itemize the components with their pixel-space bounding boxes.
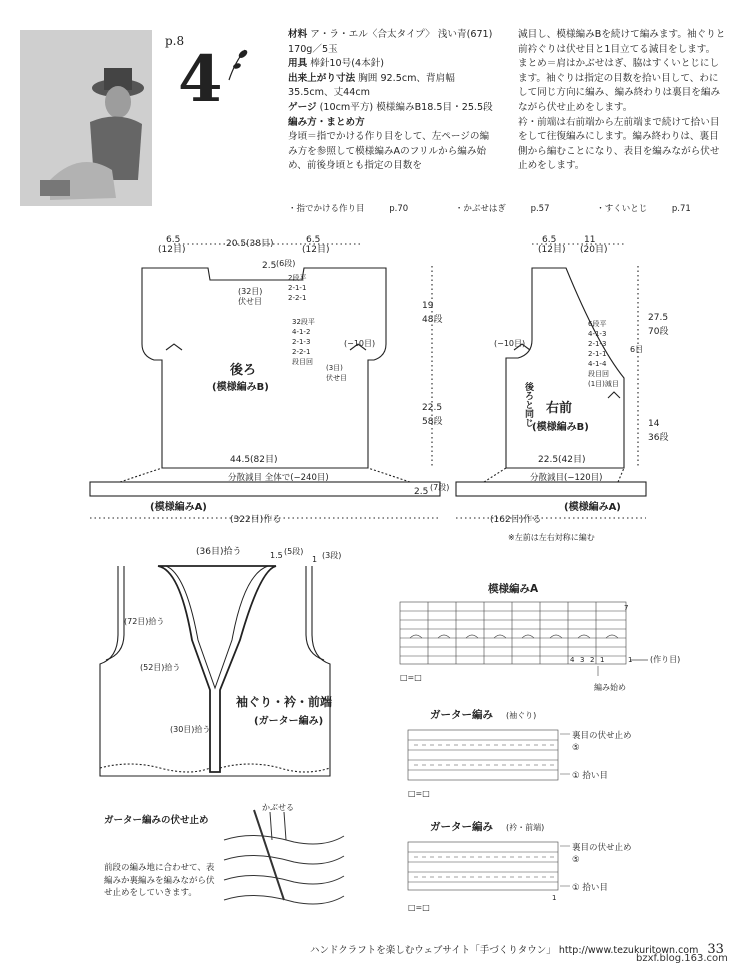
garter-armhole-chart (400, 706, 700, 802)
svg-text:□=□: □=□ (408, 789, 430, 798)
svg-text:(72目)拾う: (72目)拾う (124, 617, 165, 626)
svg-text:① 拾い目: ① 拾い目 (572, 771, 608, 781)
svg-text:4-1-2: 4-1-2 (292, 328, 311, 336)
svg-text:袖ぐり・衿・前端: 袖ぐり・衿・前端 (236, 695, 333, 709)
svg-text:(1目)減目: (1目)減目 (588, 380, 619, 388)
pattern-a-chart (392, 578, 692, 696)
svg-text:2段平: 2段平 (288, 274, 307, 282)
svg-text:(模様編みA): (模様編みA) (150, 502, 207, 513)
svg-text:1: 1 (552, 894, 557, 902)
svg-text:6段平: 6段平 (588, 320, 607, 328)
page-number: 33 (707, 942, 724, 957)
method-text-1: 身頃＝指でかける作り目をして、左ページの編み方を参照して模様編みAのフリルから編み始め、前後身頃とも指定の目数を (288, 131, 490, 172)
instructions-col-1 (288, 28, 496, 174)
method-label: 編み方・まとめ方 (288, 116, 365, 128)
svg-text:(162目)作る: (162目)作る (490, 515, 542, 525)
svg-text:(5段): (5段) (284, 547, 304, 556)
svg-text:4-1-3: 4-1-3 (588, 330, 607, 338)
svg-text:かぶせる: かぶせる (262, 803, 294, 812)
svg-text:2-2-1: 2-2-1 (288, 294, 307, 302)
model-photo-illustration (20, 30, 152, 206)
svg-text:(3目): (3目) (326, 364, 343, 372)
svg-text:右前: 右前 (546, 401, 573, 416)
size-text: 胸囲 92.5cm、背肩幅 35.5cm、丈44cm (288, 72, 455, 99)
svg-text:2-1-3: 2-1-3 (292, 338, 311, 346)
svg-text:(6段): (6段) (276, 259, 296, 268)
svg-text:□=□: □=□ (408, 903, 430, 912)
footer-url[interactable]: http://www.tezukuritown.com (558, 945, 699, 956)
svg-text:※左前は左右対称に編む: ※左前は左右対称に編む (508, 533, 595, 542)
svg-text:4-1-4: 4-1-4 (588, 360, 607, 368)
svg-text:(36目)拾う: (36目)拾う (196, 547, 242, 557)
svg-text:段目回: 段目回 (292, 358, 313, 366)
svg-text:2-1-1: 2-1-1 (588, 350, 607, 358)
svg-text:14: 14 (648, 419, 660, 429)
svg-text:(32目): (32目) (238, 287, 263, 296)
svg-text:(模様編みB): (模様編みB) (212, 382, 269, 393)
technique-references (288, 202, 738, 214)
svg-text:ガーター編み: ガーター編み (430, 821, 493, 833)
svg-text:⑤: ⑤ (572, 855, 580, 865)
svg-text:2.5: 2.5 (262, 261, 277, 271)
svg-text:58段: 58段 (422, 417, 443, 427)
svg-text:6目: 6目 (630, 345, 644, 354)
materials-label: 材料 (288, 29, 308, 40)
svg-text:3: 3 (580, 656, 585, 664)
svg-text:(−10目): (−10目) (344, 339, 376, 348)
svg-text:(12目): (12目) (302, 245, 330, 255)
svg-text:44.5(82目): 44.5(82目) (230, 455, 278, 465)
svg-text:1: 1 (312, 555, 318, 564)
svg-text:編み始め: 編み始め (594, 683, 626, 692)
method-text-4: 衿・前端は右前端から左前端まで続けて拾い目をして往復編みにします。編み終わりは、裏目側から編むことになり、表目を編みながら伏せ止めをします。 (518, 116, 720, 172)
svg-text:2-1-1: 2-1-1 (288, 284, 307, 292)
svg-text:(3段): (3段) (322, 551, 342, 560)
svg-text:6.5: 6.5 (542, 235, 557, 245)
svg-text:6.5: 6.5 (166, 235, 181, 245)
back-diagram (80, 226, 460, 526)
svg-text:48段: 48段 (422, 315, 443, 325)
tools-text: 棒針10号(4本針) (310, 58, 385, 70)
svg-text:(12目): (12目) (158, 245, 186, 255)
svg-text:36段: 36段 (648, 433, 669, 443)
model-photo (20, 30, 152, 206)
svg-text:22.5: 22.5 (422, 403, 443, 413)
svg-text:裏目の伏せ止め: 裏目の伏せ止め (572, 731, 632, 741)
svg-text:7: 7 (624, 604, 629, 612)
armhole-collar-diagram (90, 540, 390, 800)
size-label: 出来上がり寸法 (288, 72, 356, 84)
svg-text:(7段): (7段) (430, 483, 450, 492)
svg-text:27.5: 27.5 (648, 313, 669, 323)
ref-item: ・かぶせはぎ p.57 (454, 204, 550, 214)
svg-text:(52目)拾う: (52目)拾う (140, 663, 181, 672)
svg-text:(袖ぐり): (袖ぐり) (506, 711, 537, 720)
svg-text:伏せ目: 伏せ目 (238, 297, 262, 306)
right-front-diagram (448, 226, 674, 546)
svg-text:段目回: 段目回 (588, 370, 609, 378)
leaf-ornament (225, 44, 251, 84)
blog-watermark: bzxf.blog.163.com (636, 953, 728, 964)
svg-text:4: 4 (570, 656, 575, 664)
svg-text:2-2-1: 2-2-1 (292, 348, 311, 356)
svg-text:1: 1 (600, 656, 605, 664)
svg-text:6.5: 6.5 (306, 235, 321, 245)
garter-bind-illustration (214, 800, 354, 910)
svg-text:22.5(42目): 22.5(42目) (538, 455, 586, 465)
svg-text:1: 1 (628, 656, 633, 664)
svg-text:後ろと同じ: 後ろと同じ (523, 382, 533, 427)
instructions-col-2 (518, 28, 728, 174)
svg-text:2-1-3: 2-1-3 (588, 340, 607, 348)
gauge-text: (10cm平方) 模様編みB18.5目・25.5段 (319, 101, 493, 113)
svg-text:① 拾い目: ① 拾い目 (572, 883, 608, 893)
garter-front-chart (400, 818, 700, 918)
method-text-2: 減目し、模様編みBを続けて編みます。袖ぐりと前衿ぐりは伏せ目と1目立てる減目をします。 (518, 29, 726, 55)
svg-text:後ろ: 後ろ (230, 363, 257, 378)
svg-text:2: 2 (590, 656, 595, 664)
tools-label: 用具 (288, 58, 308, 70)
svg-text:(30目)拾う: (30目)拾う (170, 725, 211, 734)
svg-text:11: 11 (584, 235, 596, 245)
svg-text:⑤: ⑤ (572, 743, 580, 753)
method-text-3: まとめ＝肩はかぶせはぎ、脇はすくいとじにします。袖ぐりは指定の目数を拾い目して、わにして同じ方向に編み、編み終わりは裏目を編みながら伏せ止めをします。 (518, 58, 721, 113)
gauge-label: ゲージ (288, 101, 317, 113)
svg-text:(衿・前端): (衿・前端) (506, 823, 545, 832)
svg-text:裏目の伏せ止め: 裏目の伏せ止め (572, 843, 632, 853)
footer-site: ハンドクラフトを楽しむウェブサイト「手づくりタウン」 (310, 945, 556, 956)
svg-text:1.5: 1.5 (270, 551, 283, 560)
svg-text:□=□: □=□ (400, 673, 422, 682)
svg-text:(ガーター編み): (ガーター編み) (254, 716, 324, 727)
ref-item: ・すくいとじ p.71 (596, 204, 691, 214)
svg-text:(322目)作る: (322目)作る (230, 515, 282, 525)
svg-text:(12目): (12目) (538, 245, 566, 255)
svg-text:模様編みA: 模様編みA (488, 583, 539, 595)
svg-text:(作り目): (作り目) (650, 655, 681, 664)
svg-text:伏せ目: 伏せ目 (326, 374, 347, 382)
svg-text:70段: 70段 (648, 327, 669, 337)
svg-text:(模様編みA): (模様編みA) (564, 502, 621, 513)
pattern-number: 4 (178, 42, 223, 117)
svg-text:(20目): (20目) (580, 245, 608, 255)
svg-text:(模様編みB): (模様編みB) (532, 422, 589, 433)
svg-text:分散減目 全体で(−240目): 分散減目 全体で(−240目) (228, 473, 329, 483)
garter-bind-desc: 前段の編み地に合わせて、表編みか裏編みを編みながら伏せ止めをしていきます。 (104, 863, 215, 898)
garter-bind-title: ガーター編みの伏せ止め (104, 815, 209, 826)
svg-text:(−10目): (−10目) (494, 339, 526, 348)
svg-text:ガーター編み: ガーター編み (430, 709, 493, 721)
ref-item: ・指でかける作り目 p.70 (288, 204, 409, 214)
svg-text:19: 19 (422, 301, 434, 311)
svg-text:32段平: 32段平 (292, 318, 315, 326)
svg-text:分散減目(−120目): 分散減目(−120目) (530, 473, 603, 483)
page-reference: p.8 (165, 34, 185, 48)
materials-text: ア・ラ・エル〈合太タイプ〉 浅い青(671) 170g／5玉 (288, 29, 493, 55)
svg-text:20.5(38目): 20.5(38目) (226, 239, 274, 249)
svg-text:2.5: 2.5 (414, 487, 429, 497)
